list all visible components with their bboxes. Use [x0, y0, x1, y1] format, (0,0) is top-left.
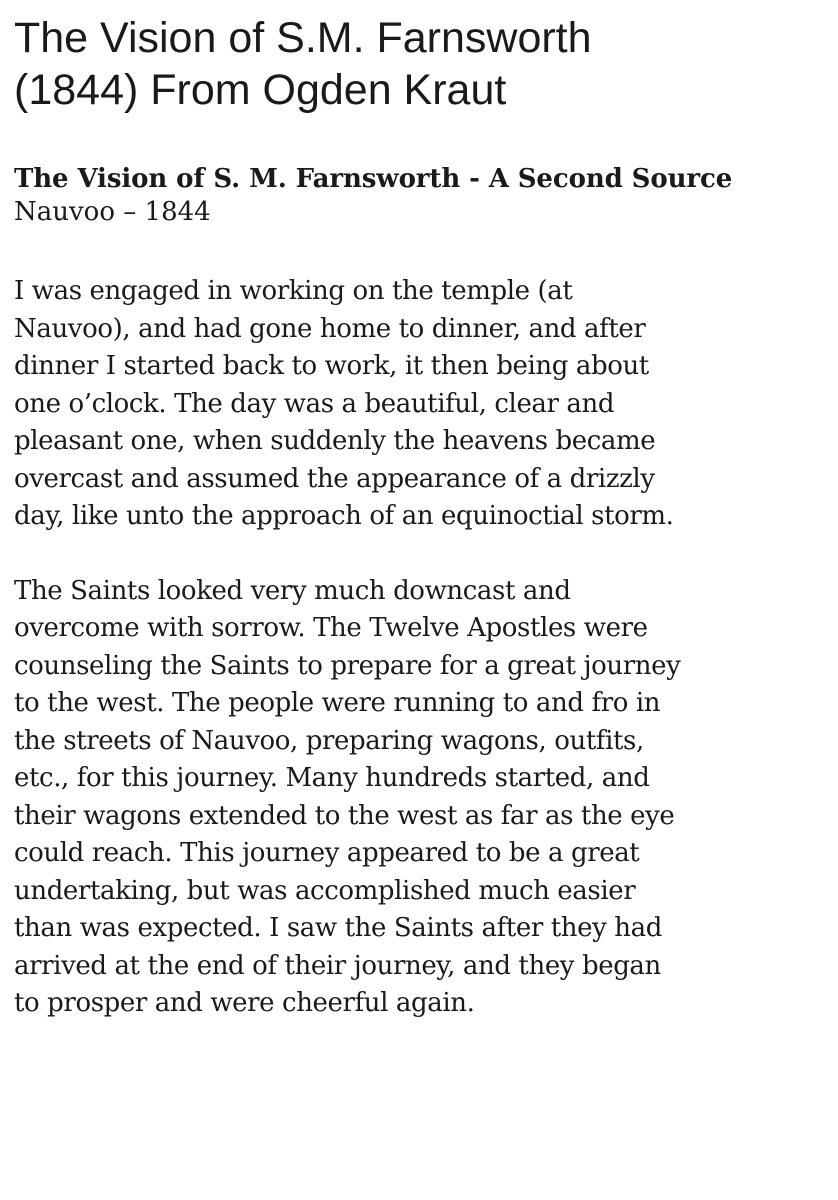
text-line: the streets of Nauvoo, preparing wagons, outfits,: [14, 725, 644, 756]
text-line: day, like unto the approach of an equinoctial storm.: [14, 501, 674, 531]
text-line: pleasant one, when suddenly the heavens became: [14, 426, 656, 456]
paragraph-2: [14, 573, 834, 1023]
article: [14, 12, 834, 1023]
text-line: than was expected. I saw the Saints after they had: [14, 913, 662, 943]
text-line: to the west. The people were running to and fro in: [14, 688, 661, 718]
text-line: their wagons extended to the west as far as the eye: [14, 800, 675, 831]
text-line: one o’clock. The day was a beautiful, clear and: [14, 388, 615, 419]
text-line: dinner I started back to work, it then being about: [14, 351, 649, 381]
page-title-line: (1844) From Ogden Kraut: [14, 66, 507, 114]
article-subtitle: The Vision of S. M. Farnsworth - A Second Source: [14, 164, 733, 194]
page-title: [14, 12, 834, 116]
text-line: etc., for this journey. Many hundreds started, and: [14, 763, 650, 793]
text-line: undertaking, but was accomplished much easier: [14, 875, 636, 906]
text-line: overcome with sorrow. The Twelve Apostles were: [14, 613, 648, 643]
paragraph-1: [14, 273, 834, 536]
text-line: to prosper and were cheerful again.: [14, 988, 475, 1018]
article-dateline: Nauvoo – 1844: [14, 197, 211, 227]
text-line: overcast and assumed the appearance of a drizzly: [14, 463, 655, 494]
text-line: counseling the Saints to prepare for a great journey: [14, 650, 681, 681]
text-line: I was engaged in working on the temple (at: [14, 276, 573, 306]
page-title-line: The Vision of S.M. Farnsworth: [14, 14, 592, 62]
text-line: The Saints looked very much downcast and: [14, 575, 571, 606]
text-line: Nauvoo), and had gone home to dinner, and after: [14, 313, 646, 344]
text-line: could reach. This journey appeared to be a great: [14, 838, 640, 868]
text-line: arrived at the end of their journey, and they began: [14, 950, 661, 981]
